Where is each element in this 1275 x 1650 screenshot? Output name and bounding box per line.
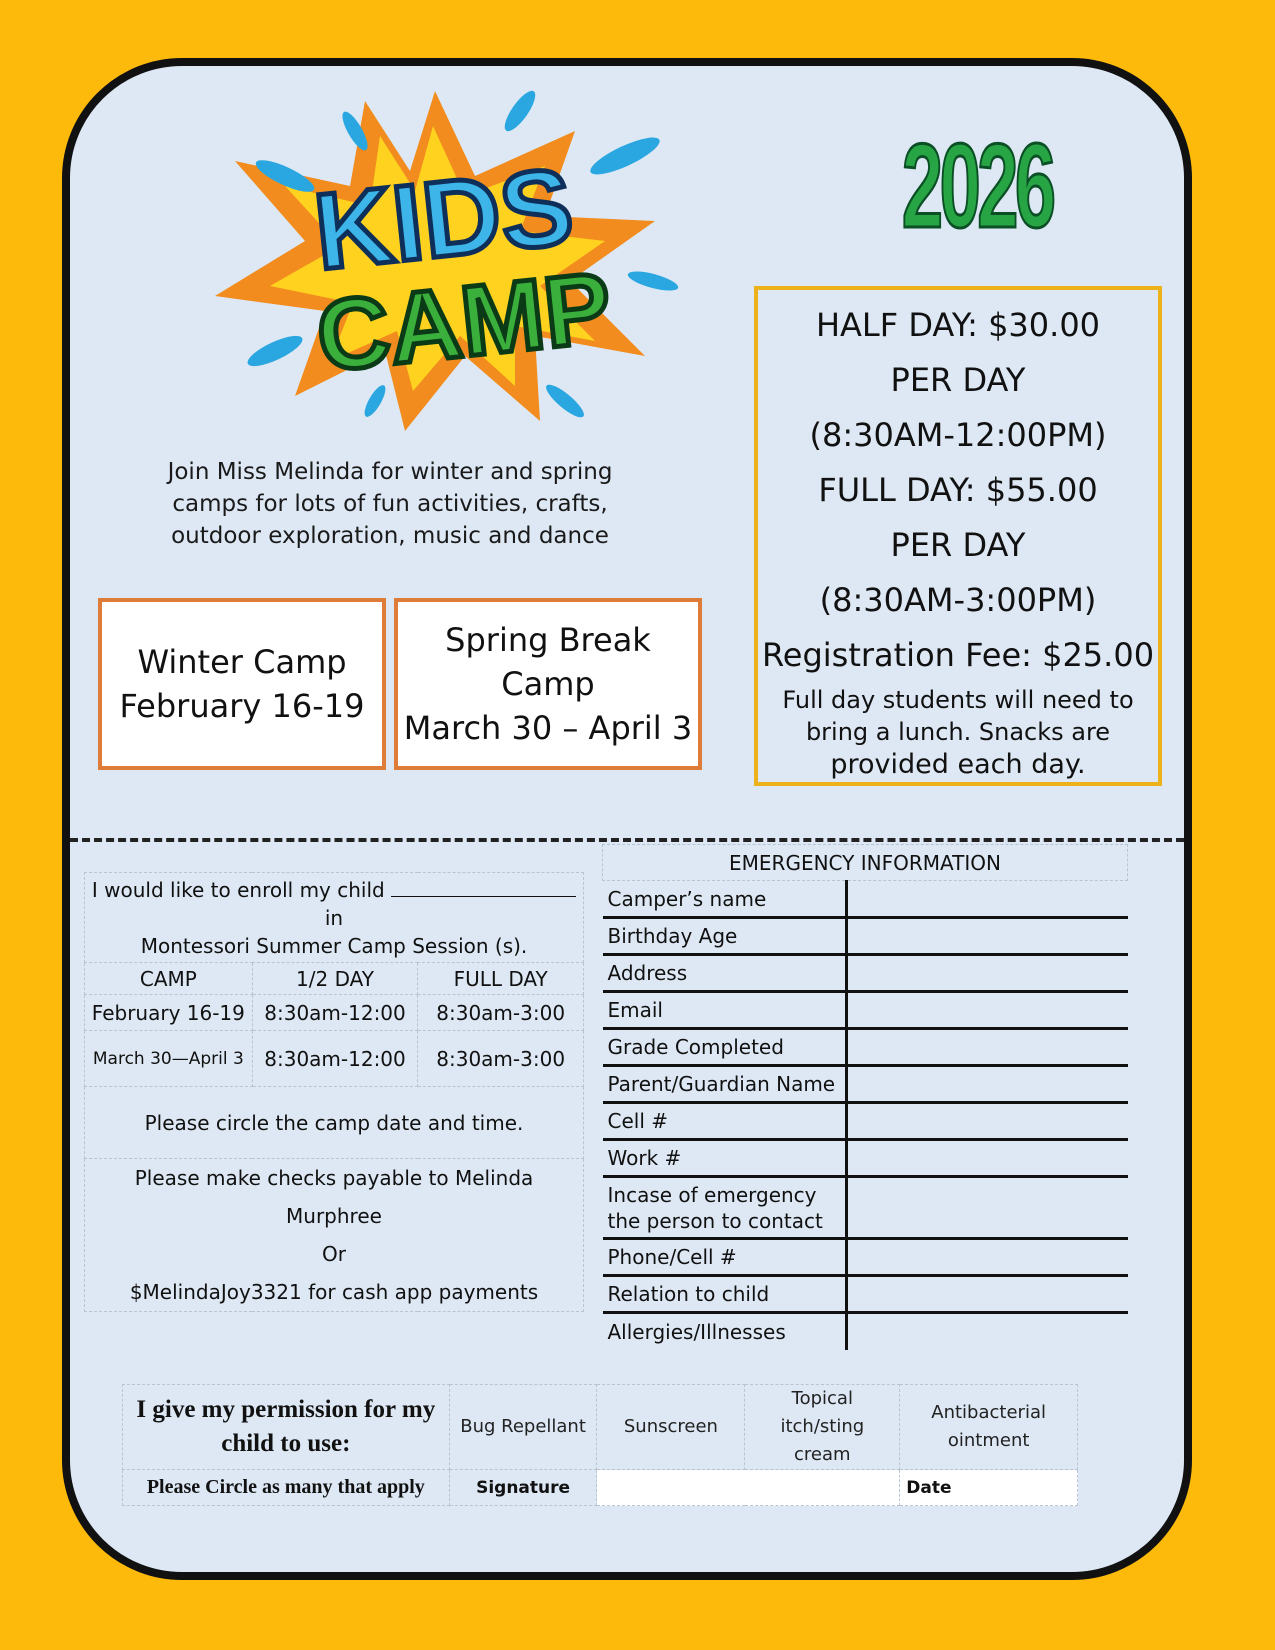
cash-app: $MelindaJoy3321 for cash app payments [129, 1280, 539, 1304]
header-camp: CAMP [85, 963, 253, 995]
enroll-text-b: in [324, 905, 344, 930]
field-value[interactable] [846, 1103, 1128, 1140]
intro-text: Join Miss Melinda for winter and spring camps for lots of fun activities, crafts, outdoor exploration, music and dance [167, 459, 613, 549]
flyer-card [62, 58, 1192, 1580]
signature-label: Signature [449, 1470, 597, 1506]
field-value[interactable] [846, 1029, 1128, 1066]
enroll-text-c: Montessori Summer Camp Session (s). [140, 933, 528, 958]
option-itch-cream[interactable]: Topical itch/sting cream [745, 1385, 900, 1470]
half-day-cell[interactable]: 8:30am-12:00 [252, 995, 418, 1031]
field-label: Grade Completed [603, 1029, 847, 1066]
signature-field[interactable] [597, 1470, 900, 1506]
date-field[interactable]: Date [900, 1470, 1078, 1506]
field-label: Parent/Guardian Name [603, 1066, 847, 1103]
payment-info [85, 1159, 584, 1312]
camp-date-cell[interactable]: March 30—April 3 [85, 1031, 253, 1087]
camp-date-cell[interactable]: February 16-19 [85, 995, 253, 1031]
field-value[interactable] [846, 955, 1128, 992]
snacks-note: provided each day. [830, 749, 1086, 780]
winter-camp-box [98, 598, 386, 770]
field-value[interactable] [846, 1276, 1128, 1313]
half-day-per: PER DAY [890, 361, 1026, 399]
half-day-price: HALF DAY: $30.00 [815, 306, 1101, 344]
field-label: Incase of emergency the person to contact [603, 1177, 847, 1239]
enroll-text-a: I would like to enroll my child [91, 877, 385, 902]
field-value[interactable] [846, 1313, 1128, 1350]
circle-instruction: Please Circle as many that apply [123, 1470, 450, 1506]
logo-word-kids: KIDS [309, 144, 579, 293]
table-row [603, 1239, 1128, 1276]
full-day-per: PER DAY [890, 526, 1026, 564]
half-day-time: (8:30AM-12:00PM) [809, 416, 1107, 454]
full-day-cell[interactable]: 8:30am-3:00 [418, 995, 584, 1031]
enroll-statement [85, 873, 584, 963]
field-value[interactable] [846, 1140, 1128, 1177]
circle-note: Please circle the camp date and time. [85, 1087, 584, 1159]
half-day-cell[interactable]: 8:30am-12:00 [252, 1031, 418, 1087]
field-value[interactable] [846, 918, 1128, 955]
cut-line [70, 838, 1184, 842]
field-label: Birthday Age [603, 918, 847, 955]
table-row [603, 1140, 1128, 1177]
full-day-time: (8:30AM-3:00PM) [819, 581, 1097, 619]
table-row [603, 918, 1128, 955]
year-title: 2026 [901, 119, 1053, 253]
table-row [603, 1066, 1128, 1103]
enroll-table [84, 872, 584, 1312]
field-label: Address [603, 955, 847, 992]
table-row [603, 1029, 1128, 1066]
logo-word-camp: CAMP [311, 250, 617, 394]
full-day-price: FULL DAY: $55.00 [818, 471, 1098, 509]
field-value[interactable] [846, 881, 1128, 918]
emergency-table [602, 844, 1128, 1350]
table-row [603, 1276, 1128, 1313]
kids-camp-logo [175, 81, 695, 441]
field-value[interactable] [846, 992, 1128, 1029]
child-name-blank[interactable] [391, 876, 576, 897]
table-row [603, 881, 1128, 918]
camp-dates: March 30 – April 3 [403, 709, 693, 747]
or-text: Or [322, 1242, 346, 1266]
field-label: Allergies/Illnesses [603, 1313, 847, 1350]
table-row [603, 1177, 1128, 1239]
checks-payable: Please make checks payable to Melinda Murphree [134, 1166, 534, 1228]
table-row [603, 992, 1128, 1029]
table-row [603, 1313, 1128, 1350]
table-row [603, 955, 1128, 992]
camp-name: Winter Camp [137, 643, 347, 681]
header-half-day: 1/2 DAY [252, 963, 418, 995]
table-row [85, 1031, 584, 1087]
field-label: Phone/Cell # [603, 1239, 847, 1276]
camp-dates: February 16-19 [119, 687, 365, 725]
full-day-cell[interactable]: 8:30am-3:00 [418, 1031, 584, 1087]
field-value[interactable] [846, 1066, 1128, 1103]
option-sunscreen[interactable]: Sunscreen [597, 1385, 745, 1470]
lunch-note: Full day students will need to bring a lunch. Snacks are [782, 686, 1134, 746]
permission-heading: I give my permission for my child to use: [123, 1385, 450, 1470]
permission-table [122, 1384, 1078, 1506]
field-value[interactable] [846, 1177, 1128, 1239]
emergency-title: EMERGENCY INFORMATION [603, 845, 1128, 881]
field-label: Cell # [603, 1103, 847, 1140]
field-label: Work # [603, 1140, 847, 1177]
field-label: Relation to child [603, 1276, 847, 1313]
spring-camp-box [394, 598, 702, 770]
field-label: Camper’s name [603, 881, 847, 918]
table-row [85, 995, 584, 1031]
table-row [603, 1103, 1128, 1140]
camp-name: Spring Break Camp [445, 621, 651, 703]
pricing-box [754, 286, 1162, 786]
field-value[interactable] [846, 1239, 1128, 1276]
header-full-day: FULL DAY [418, 963, 584, 995]
option-bug-repellant[interactable]: Bug Repellant [449, 1385, 597, 1470]
registration-fee: Registration Fee: $25.00 [761, 636, 1155, 674]
option-antibacterial[interactable]: Antibacterial ointment [900, 1385, 1078, 1470]
field-label: Email [603, 992, 847, 1029]
